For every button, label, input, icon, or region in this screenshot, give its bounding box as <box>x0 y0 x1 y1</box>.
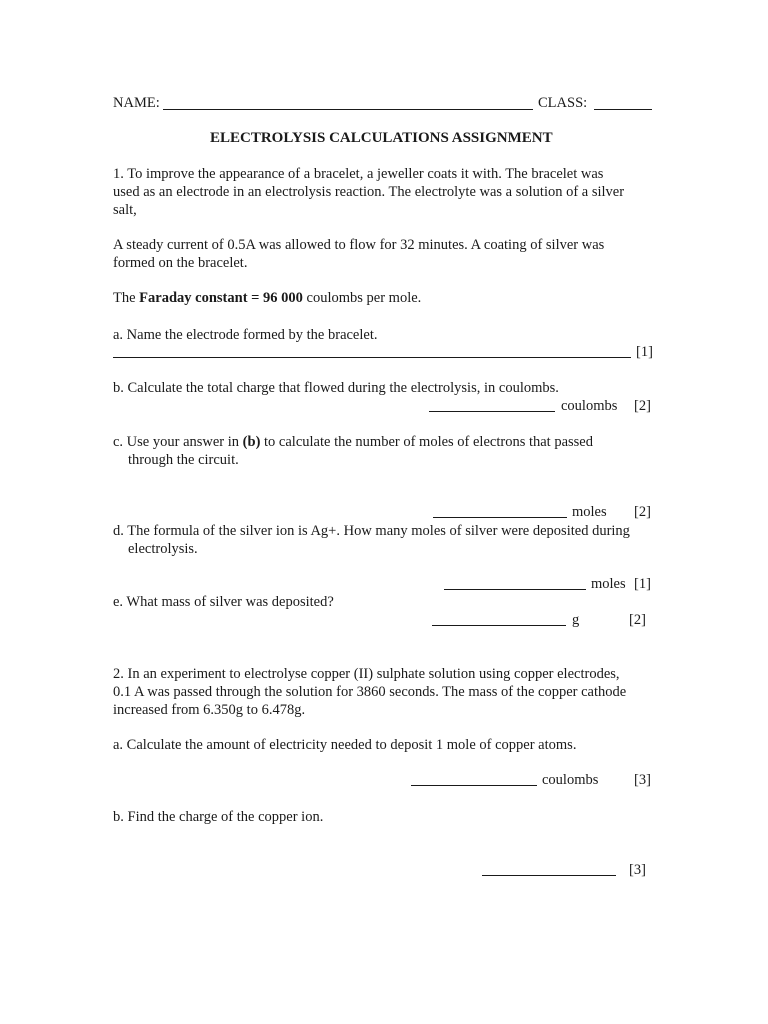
q1c-suffix: to calculate the number of moles of electrons that passed <box>260 434 593 450</box>
q2a-unit: coulombs <box>542 772 599 788</box>
q1b-question: b. Calculate the total charge that flowed during the electrolysis, in coulombs. <box>113 380 559 396</box>
q1-intro-line1: 1. To improve the appearance of a bracelet, a jeweller coats it with. The bracelet was <box>113 166 604 182</box>
q1e-question: e. What mass of silver was deposited? <box>113 594 334 610</box>
q2b-marks: [3] <box>629 862 646 878</box>
q2b-question: b. Find the charge of the copper ion. <box>113 809 324 825</box>
q1a-marks: [1] <box>636 344 653 360</box>
faraday-prefix: The <box>113 290 140 306</box>
q1-para2-line2: formed on the bracelet. <box>113 255 248 271</box>
q1a-question: a. Name the electrode formed by the bracelet. <box>113 327 378 343</box>
name-field[interactable] <box>163 96 533 110</box>
q1b-unit: coulombs <box>561 398 618 414</box>
q1b-marks: [2] <box>634 398 651 414</box>
q2-intro-line3: increased from 6.350g to 6.478g. <box>113 702 306 718</box>
q1c-unit: moles <box>572 504 607 520</box>
q1c-question-line1 <box>113 433 593 451</box>
q1d-answer-field[interactable] <box>444 576 586 590</box>
faraday-suffix: coulombs per mole. <box>302 290 422 306</box>
q1c-marks: [2] <box>634 504 651 520</box>
q2-intro-line2: 0.1 A was passed through the solution for 3860 seconds. The mass of the copper cathode <box>113 684 627 700</box>
q1-intro-line3: salt, <box>113 202 137 218</box>
class-label: CLASS: <box>538 95 588 111</box>
q1-intro-line2: used as an electrode in an electrolysis reaction. The electrolyte was a solution of a silver <box>113 184 625 200</box>
q1c-question-line2: through the circuit. <box>128 452 239 468</box>
q1e-marks: [2] <box>629 612 646 628</box>
q1b-answer-field[interactable] <box>429 398 555 412</box>
q2-intro-line1: 2. In an experiment to electrolyse copper (II) sulphate solution using copper electrodes, <box>113 666 620 682</box>
q1e-unit: g <box>572 612 580 628</box>
q2a-question: a. Calculate the amount of electricity needed to deposit 1 mole of copper atoms. <box>113 737 577 753</box>
q1e-answer-field[interactable] <box>432 612 566 626</box>
q1d-marks: [1] <box>634 576 651 592</box>
page-title: ELECTROLYSIS CALCULATIONS ASSIGNMENT <box>210 130 553 146</box>
q1c-prefix: c. Use your answer in <box>113 434 243 450</box>
name-label: NAME: <box>113 95 160 111</box>
faraday-bold: Faraday constant = 96 000 <box>139 290 303 306</box>
q1d-question-line1: d. The formula of the silver ion is Ag+. How many moles of silver were deposited during <box>113 523 630 539</box>
q2b-answer-field[interactable] <box>482 862 616 876</box>
q1c-answer-field[interactable] <box>433 504 567 518</box>
q2a-marks: [3] <box>634 772 651 788</box>
q2a-answer-field[interactable] <box>411 772 537 786</box>
q1-para2-line1: A steady current of 0.5A was allowed to flow for 32 minutes. A coating of silver was <box>113 237 605 253</box>
q1c-bold: (b) <box>242 434 261 450</box>
q1d-unit: moles <box>591 576 626 592</box>
q1d-question-line2: electrolysis. <box>128 541 198 557</box>
class-field[interactable] <box>594 96 652 110</box>
faraday-constant-line <box>113 289 421 307</box>
q1a-answer-field[interactable] <box>113 344 631 358</box>
